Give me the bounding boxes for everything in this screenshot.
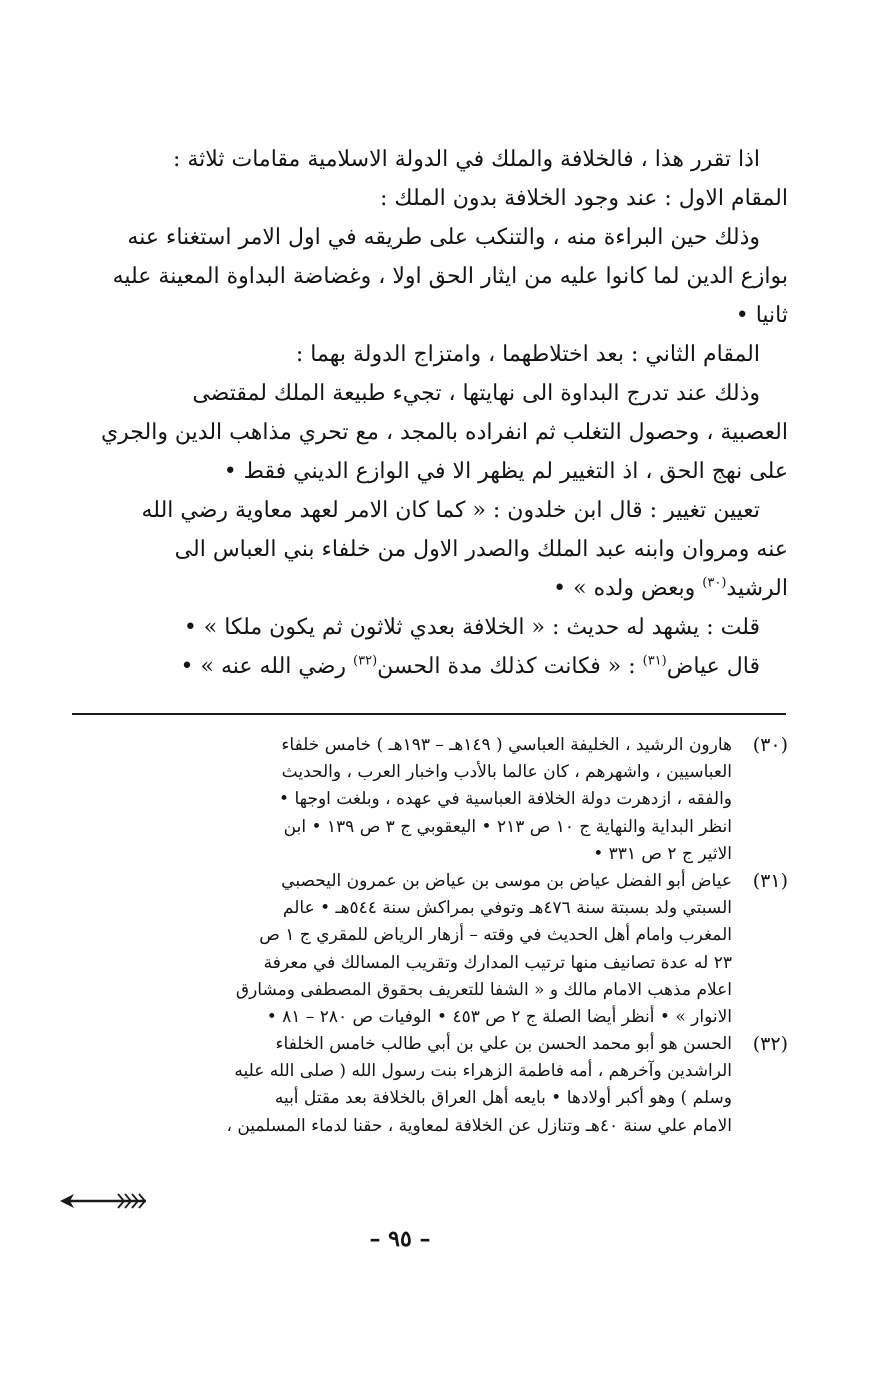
text-line-maqam2-p1 xyxy=(72,374,788,413)
text-line-taayin-p1 xyxy=(72,491,788,530)
text-line-maqam2-p3 xyxy=(72,452,788,491)
footnote-fn-30 xyxy=(72,732,788,868)
text-segment: : « فكانت كذلك مدة الحسن xyxy=(377,654,643,679)
footnote-line: الانوار » • أنظر أيضا الصلة ج ٢ ص ٤٥٣ • الوفيات ص ٢٨٠ – ٨١ • xyxy=(266,1006,732,1027)
footnote-line: انظر البداية والنهاية ج ١٠ ص ٢١٣ • اليعقوبي ج ٣ ص ١٣٩ • ابن xyxy=(283,816,732,837)
main-text xyxy=(72,140,788,686)
text-segment: اذا تقرر هذا ، فالخلافة والملك في الدولة الاسلامية مقامات ثلاثة : xyxy=(172,147,760,172)
text-line-iyad xyxy=(72,647,788,686)
text-segment: المقام الثاني : بعد اختلاطهما ، وامتزاج الدولة بهما : xyxy=(295,342,760,367)
footnote-number: (٣١) xyxy=(752,869,788,892)
text-segment: قال عياض xyxy=(666,654,760,679)
text-segment: العصبية ، وحصول التغلب ثم انفراده بالمجد ، مع تحري مذاهب الدين والجري xyxy=(100,420,788,445)
text-line-maqam2-p2 xyxy=(72,413,788,452)
footnote-ref[interactable]: (٣١) xyxy=(642,653,667,669)
footnote-line: اعلام مذهب الامام مالك و « الشفا للتعريف بحقوق المصطفى ومشارق xyxy=(235,979,732,1000)
footnote-line: والفقه ، ازدهرت دولة الخلافة العباسية في عهده ، وبلغت اوجها • xyxy=(279,789,732,810)
text-line-maqam1-p3 xyxy=(72,296,788,335)
footnote-fn-32 xyxy=(72,1031,788,1140)
text-segment: المقام الاول : عند وجود الخلافة بدون الملك : xyxy=(380,186,788,211)
text-line-taayin-p3 xyxy=(72,569,788,608)
footnote-line: الامام علي سنة ٤٠هـ وتنازل عن الخلافة لمعاوية ، حقنا لدماء المسلمين ، xyxy=(226,1115,732,1136)
text-segment: تعيين تغيير : قال ابن خلدون : « كما كان الامر لعهد معاوية رضي الله xyxy=(141,498,760,523)
text-segment: وذلك عند تدرج البداوة الى نهايتها ، تجيء طبيعة الملك لمقتضى xyxy=(192,381,760,406)
footnote-number: (٣٢) xyxy=(752,1033,788,1056)
footnote-number: (٣٠) xyxy=(752,734,788,756)
arrow-left-icon xyxy=(58,1190,150,1212)
footnote-ref[interactable]: (٣٢) xyxy=(353,653,378,669)
text-segment: قلت : يشهد له حديث : « الخلافة بعدي ثلاثون ثم يكون ملكا » • xyxy=(183,615,760,640)
footnote-line: الحسن هو أبو محمد الحسن بن علي بن أبي طالب خامس الخلفاء xyxy=(275,1034,732,1055)
footnote-line: السبتي ولد بسبتة سنة ٤٧٦هـ وتوفي بمراكش سنة ٥٤٤هـ • عالم xyxy=(282,898,732,919)
text-line-qultu xyxy=(72,608,788,647)
footnote-line: عياض أبو الفضل عياض بن موسى بن عياض بن عمرون اليحصبي xyxy=(281,870,732,891)
text-segment: ثانيا • xyxy=(735,303,788,328)
text-line-intro xyxy=(72,140,788,179)
footnote-line: الاثير ج ٢ ص ٣٣١ • xyxy=(593,843,732,864)
footnote-body xyxy=(72,732,732,868)
footnote-line: هارون الرشيد ، الخليفة العباسي ( ١٤٩هـ – ١٩٣هـ ) خامس خلفاء xyxy=(281,735,732,755)
text-segment: على نهج الحق ، اذ التغيير لم يظهر الا في الوازع الديني فقط • xyxy=(223,459,788,484)
text-line-taayin-p2 xyxy=(72,530,788,569)
page-number: – ٩٥ – xyxy=(369,1226,431,1252)
text-segment: رضي الله عنه » • xyxy=(180,654,354,679)
text-line-maqam1-title xyxy=(72,179,788,218)
footnote-body xyxy=(72,868,732,1031)
text-segment: الرشيد xyxy=(726,576,788,601)
text-segment: بوازع الدين لما كانوا عليه من ايثار الحق اولا ، وغضاضة البداوة المعينة عليه xyxy=(112,264,788,289)
text-line-maqam2-title xyxy=(72,335,788,374)
footnote-body xyxy=(72,1031,732,1140)
footnote-fn-31 xyxy=(72,868,788,1031)
footnote-line: المغرب وامام أهل الحديث في وقته – أزهار الرياض للمقري ج ١ ص xyxy=(259,925,732,946)
footnote-line: العباسيين ، واشهرهم ، كان عالما بالأدب واخبار العرب ، والحديث xyxy=(281,762,732,783)
text-segment: عنه ومروان وابنه عبد الملك والصدر الاول من خلفاء بني العباس الى xyxy=(174,537,788,562)
text-segment: وبعض ولده » • xyxy=(553,576,703,601)
text-segment: وذلك حين البراءة منه ، والتنكب على طريقه في اول الامر استغناء عنه xyxy=(127,225,760,250)
footnote-separator xyxy=(72,713,786,715)
footnote-line: ٢٣ له عدة تصانيف منها ترتيب المدارك وتقريب المسالك في معرفة xyxy=(263,952,732,973)
footnotes xyxy=(72,732,788,1140)
text-line-maqam1-p2 xyxy=(72,257,788,296)
footnote-line: وسلم ) وهو أكبر أولادها • بايعه أهل العراق بالخلافة بعد مقتل أبيه xyxy=(274,1088,732,1109)
text-line-maqam1-p1 xyxy=(72,218,788,257)
footnote-line: الراشدين وآخرهم ، أمه فاطمة الزهراء بنت رسول الله ( صلى الله عليه xyxy=(234,1061,732,1082)
footnote-ref[interactable]: (٣٠) xyxy=(702,575,727,591)
